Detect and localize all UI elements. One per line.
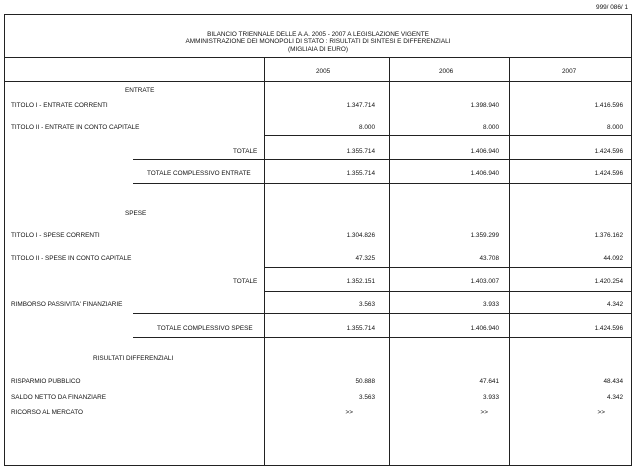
cell-ricorso-2006: >> [480,409,488,416]
row-label-rimborso: RIMBORSO PASSIVITA' FINANZIARIE [11,301,123,308]
cell-rimborso-2006: 3.933 [483,301,499,308]
column-divider [509,58,510,465]
cell-titolo2-entrate-2007: 8.000 [607,124,623,131]
subtotal-rule [264,135,631,136]
cell-totale-spese-2005: 1.352.151 [346,278,375,285]
cell-totale-spese-2007: 1.420.254 [594,278,623,285]
header-row-rule [5,81,631,82]
column-divider [264,58,265,465]
cell-ricorso-2007: >> [597,409,605,416]
cell-totale-entrate-2007: 1.424.596 [594,148,623,155]
cell-titolo2-spese-2007: 44.092 [603,255,623,262]
cell-titolo1-spese-2005: 1.304.826 [346,232,375,239]
row-label-totale-compl-entrate: TOTALE COMPLESSIVO ENTRATE [147,170,251,177]
report-header [5,15,631,58]
report-frame [4,14,632,466]
row-label-titolo2-entrate: TITOLO II - ENTRATE IN CONTO CAPITALE [11,124,140,131]
row-label-titolo1-entrate: TITOLO I - ENTRATE CORRENTI [11,102,108,109]
cell-risparmio-2006: 47.641 [479,378,499,385]
row-label-totale-entrate: TOTALE [233,148,258,155]
row-label-titolo1-spese: TITOLO I - SPESE CORRENTI [11,232,100,239]
cell-titolo2-entrate-2005: 8.000 [359,124,375,131]
cell-titolo2-entrate-2006: 8.000 [483,124,499,131]
cell-rimborso-2007: 4.342 [607,301,623,308]
row-label-titolo2-spese: TITOLO II - SPESE IN CONTO CAPITALE [11,255,132,262]
cell-titolo2-spese-2006: 43.708 [479,255,499,262]
column-divider [389,58,390,465]
cell-totale-compl-entrate-2007: 1.424.596 [594,170,623,177]
cell-rimborso-2005: 3.563 [359,301,375,308]
cell-risparmio-2005: 50.888 [355,378,375,385]
row-label-saldo: SALDO NETTO DA FINANZIARE [11,394,107,401]
row-label-totale-spese: TOTALE [233,278,258,285]
cell-saldo-2005: 3.563 [359,394,375,401]
cell-risparmio-2007: 48.434 [603,378,623,385]
section-entrate: ENTRATE [125,87,155,94]
cell-titolo1-spese-2007: 1.376.162 [594,232,623,239]
cell-saldo-2006: 3.933 [483,394,499,401]
total-rule [133,337,631,338]
total-rule [133,183,631,184]
cell-totale-compl-spese-2005: 1.355.714 [346,325,375,332]
section-spese: SPESE [125,210,147,217]
cell-titolo1-entrate-2007: 1.416.596 [594,102,623,109]
cell-saldo-2007: 4.342 [607,394,623,401]
cell-totale-compl-entrate-2006: 1.406.940 [470,170,499,177]
cell-totale-entrate-2005: 1.355.714 [346,148,375,155]
cell-titolo1-entrate-2006: 1.398.940 [470,102,499,109]
total-rule [133,159,631,160]
subtotal-rule [264,267,631,268]
cell-totale-compl-spese-2006: 1.406.940 [470,325,499,332]
cell-totale-compl-entrate-2005: 1.355.714 [346,170,375,177]
cell-totale-entrate-2006: 1.406.940 [470,148,499,155]
column-header-2007: 2007 [562,68,577,75]
section-risultati: RISULTATI DIFFERENZIALI [93,355,174,362]
column-header-2005: 2005 [316,68,331,75]
page-reference: 999/ 086/ 1 [596,4,628,11]
header-line-2: AMMINISTRAZIONE DEI MONOPOLI DI STATO : RISULTATI DI SINTESI E DIFFERENZIALI [185,38,451,46]
cell-ricorso-2005: >> [345,409,353,416]
column-header-2006: 2006 [439,68,454,75]
header-line-1: BILANCIO TRIENNALE DELLE A.A. 2005 - 2007 A LEGISLAZIONE VIGENTE [207,31,429,38]
cell-titolo1-spese-2006: 1.359.299 [470,232,499,239]
cell-titolo1-entrate-2005: 1.347.714 [346,102,375,109]
cell-totale-spese-2006: 1.403.007 [470,278,499,285]
cell-titolo2-spese-2005: 47.325 [355,255,375,262]
row-label-ricorso: RICORSO AL MERCATO [11,409,83,416]
subtotal-rule [264,291,631,292]
total-rule [133,313,631,314]
cell-totale-compl-spese-2007: 1.424.596 [594,325,623,332]
row-label-totale-compl-spese: TOTALE COMPLESSIVO SPESE [157,325,253,332]
header-line-3: (MIGLIAIA DI EURO) [287,45,348,53]
row-label-risparmio: RISPARMIO PUBBLICO [11,378,81,385]
